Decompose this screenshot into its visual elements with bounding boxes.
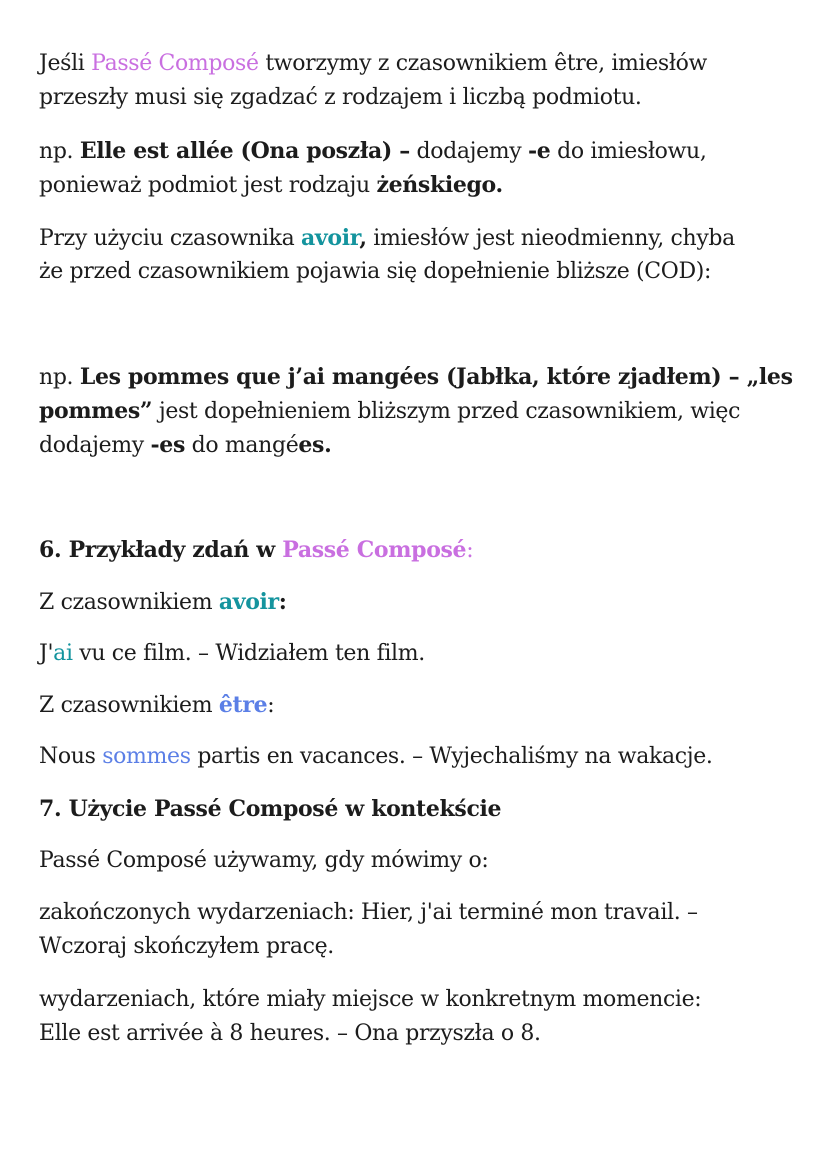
etre-example-label: Z czasownikiem être: <box>39 692 275 718</box>
agreement-paragraph-line-2: przeszły musi się zgadzać z rodzajem i liczbą podmiotu. <box>39 85 642 110</box>
usage-intro: Passé Composé używamy, gdy mówimy o: <box>39 848 489 873</box>
ai-term: ai <box>53 641 73 666</box>
example-elle-line-2: ponieważ podmiot jest rodzaju żeńskiego. <box>39 172 503 198</box>
agreement-paragraph-line-1: Jeśli Passé Composé tworzymy z czasownikiem être, imiesłów <box>39 51 708 76</box>
usage-completed-line-1: zakończonych wydarzeniach: Hier, j'ai terminé mon travail. – <box>39 900 698 925</box>
avoir-term: avoir <box>301 225 360 251</box>
avoir-term: avoir <box>218 589 279 615</box>
avoir-rule-line-1: Przy użyciu czasownika avoir, imiesłów jest nieodmienny, chyba <box>39 225 735 251</box>
example-elle-line-1: np. Elle est allée (Ona poszła) – dodajemy -e do imiesłowu, <box>39 138 707 164</box>
avoir-example-sentence: J'ai vu ce film. – Widziałem ten film. <box>39 641 425 666</box>
passe-compose-term: Passé Composé <box>282 537 467 563</box>
etre-example-sentence: Nous sommes partis en vacances. – Wyjechaliśmy na wakacje. <box>39 744 713 769</box>
example-pommes-line-1: np. Les pommes que j’ai mangées (Jabłka, które zjadłem) – „les <box>39 364 793 390</box>
usage-moment-line-2: Elle est arrivée à 8 heures. – Ona przyszła o 8. <box>39 1021 541 1046</box>
avoir-example-label: Z czasownikiem avoir: <box>39 589 287 615</box>
usage-completed-line-2: Wczoraj skończyłem pracę. <box>39 934 334 959</box>
passe-compose-term: Passé Composé <box>91 51 259 76</box>
sommes-term: sommes <box>102 744 191 769</box>
etre-term: être <box>218 692 268 718</box>
section-6-heading: 6. Przykłady zdań w Passé Composé: <box>39 537 474 563</box>
section-7-heading: 7. Użycie Passé Composé w kontekście <box>39 796 502 822</box>
usage-moment-line-1: wydarzeniach, które miały miejsce w konkretnym momencie: <box>39 987 702 1012</box>
example-pommes-line-2: pommes” jest dopełnieniem bliższym przed czasownikiem, więc <box>39 398 741 424</box>
example-pommes-line-3: dodajemy -es do mangées. <box>39 432 332 458</box>
avoir-rule-line-2: że przed czasownikiem pojawia się dopełnienie bliższe (COD): <box>39 259 712 284</box>
